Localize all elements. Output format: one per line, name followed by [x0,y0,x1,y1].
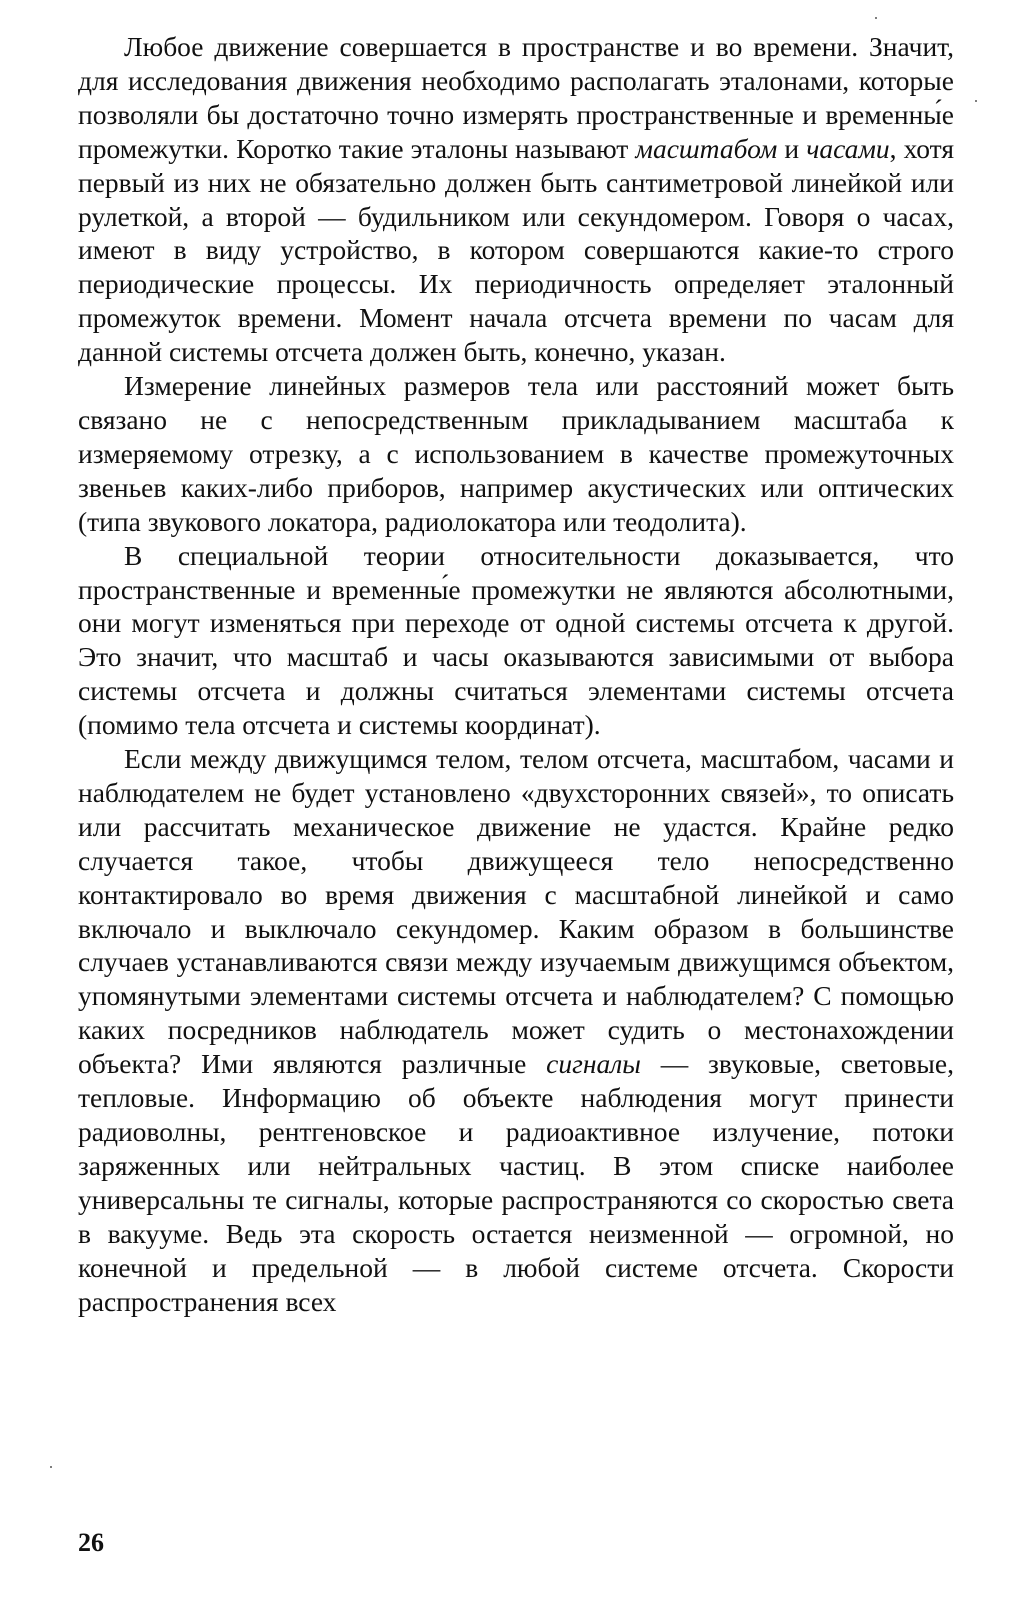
text-run: — звуковые, световые, тепловые. Информацию об объекте наблюдения могут принести радиоволны, рентгеновское и радиоактивное излучение, потоки заряженных или нейтральных частиц. В этом списке наиболее универсальны те сигналы, которые распространяются со скоростью света в вакууме. Ведь эта скорость остается неизменной — огромной, но конечной и предельной — в любой системе отсчета. Скорости распространения всех [78,1048,954,1317]
text-run: Если между движущимся телом, телом отсчета, масштабом, часами и наблюдателем не будет установлено «двухсторонних связей», то описать или рассчитать механическое движение не удастся. Крайне редко случается такое, чтобы движущееся тело непосредственно контактировало во время движения с масштабной линейкой и само включало и выключало секундомер. Каким образом в большинстве случаев устанавливаются связи между изучаемым движущимся объектом, упомянутыми элементами системы отсчета и наблюдателем? С помощью каких посредников наблюдатель может судить о местонахождении объекта? Ими являются различные [78,743,954,1080]
paragraph-3 [78,539,954,742]
text-run: Измерение линейных размеров тела или расстояний может быть связано не с непосредственным прикладыванием масштаба к измеряемому отрезку, а с использованием в качестве промежуточных звеньев каких-либо приборов, например акустических или оптических (типа звукового локатора, радиолокатора или теодолита). [78,370,954,537]
italic-term: часами [806,132,890,164]
page-body [78,30,954,1318]
text-run: , хотя первый из них не обязательно должен быть сантиметровой линейкой или рулеткой, а второй — будильником или секундомером. Говоря о часах, имеют в виду устройство, в котором совершаются какие-то строго периодические процессы. Их периодичность определяет эталонный промежуток времени. Момент начала отсчета времени по часам для данной системы отсчета должен быть, конечно, указан. [78,132,954,368]
paragraph-4 [78,742,954,1318]
page-number: 26 [78,1528,104,1557]
print-speck-top [875,17,877,19]
paragraph-1 [78,30,954,369]
text-run: В специальной теории относительности доказывается, что пространственные и временны́е промежутки не являются абсолютными, они могут изменяться при переходе от одной системы отсчета к другой. Это значит, что масштаб и часы оказываются зависимыми от выбора системы отсчета и должны считаться элементами системы отсчета (помимо тела отсчета и системы координат). [78,539,954,741]
italic-term: сигналы [546,1048,641,1080]
print-speck-bottom [50,1466,52,1468]
italic-term: масштабом [635,132,778,164]
paragraph-2 [78,369,954,539]
print-speck-margin [975,100,977,102]
text-run: и [777,132,807,164]
text-run: Любое движение совершается в пространстве и во времени. Значит, для исследования движения необходимо располагать эталонами, которые позволяли бы достаточно точно измерять пространственные и временны́е промежутки. Коротко такие эталоны называют [78,31,954,164]
